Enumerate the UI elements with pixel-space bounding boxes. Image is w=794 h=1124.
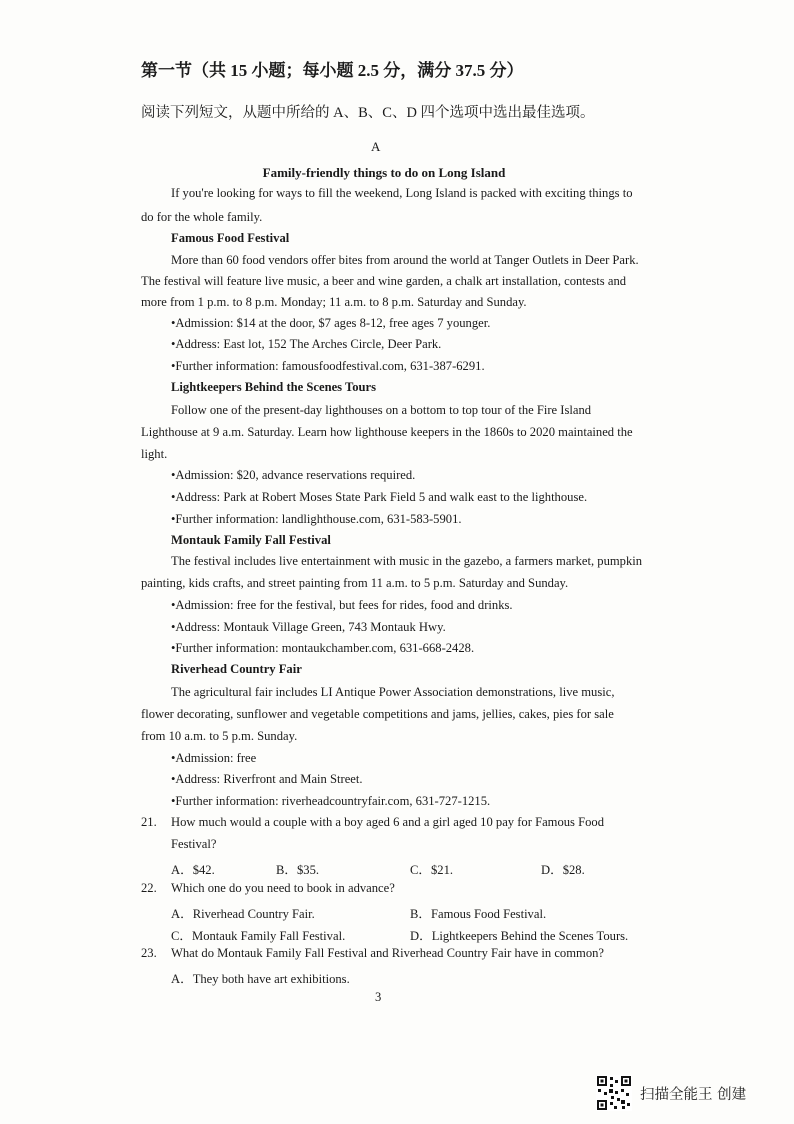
question-text: How much would a couple with a boy aged 6 and a girl aged 10 pay for Famous Food [171, 815, 604, 829]
page-number: 3 [375, 990, 382, 1004]
option-d[interactable]: D．$28. [541, 863, 585, 877]
option-b[interactable]: B．$35. [276, 863, 320, 877]
question-number: 22. [141, 881, 157, 895]
event-info: •Further information: montaukchamber.com, 631-668-2428. [171, 641, 475, 655]
option-c[interactable]: C．Montauk Family Fall Festival. [171, 929, 346, 943]
event-desc-line: More than 60 food vendors offer bites from around the world at Tanger Outlets in Deer Park. [171, 253, 639, 267]
option-a[interactable]: A．Riverhead Country Fair. [171, 907, 315, 921]
passage-title: Family-friendly things to do on Long Island [262, 165, 506, 180]
event-info: •Further information: landlighthouse.com, 631-583-5901. [171, 512, 462, 526]
question-text: Which one do you need to book in advance? [171, 881, 395, 895]
event-desc-line: Follow one of the present-day lighthouses on a bottom to top tour of the Fire Island [171, 403, 592, 417]
question-text: Festival? [171, 837, 217, 851]
event-heading: Montauk Family Fall Festival [171, 533, 331, 547]
option-a[interactable]: A．They both have art exhibitions. [171, 972, 350, 986]
event-desc-line: The festival will feature live music, a beer and wine garden, a chalk art installation, contests and [141, 274, 627, 288]
scanner-watermark-label: 扫描全能王 创建 [640, 1087, 747, 1103]
event-address: •Address: East lot, 152 The Arches Circle, Deer Park. [171, 337, 442, 351]
qr-code-icon [596, 1075, 632, 1111]
event-heading: Riverhead Country Fair [171, 662, 302, 676]
event-desc-line: flower decorating, sunflower and vegetable competitions and jams, jellies, cakes, pies for sale [141, 707, 614, 721]
event-address: •Address: Montauk Village Green, 743 Montauk Hwy. [171, 620, 446, 634]
question-number: 23. [141, 946, 157, 960]
question-text: What do Montauk Family Fall Festival and Riverhead Country Fair have in common? [171, 946, 605, 960]
passage-label: A [371, 139, 381, 154]
event-heading: Lightkeepers Behind the Scenes Tours [171, 380, 377, 394]
event-admission: •Admission: free [171, 751, 257, 765]
event-desc-line: The agricultural fair includes LI Antique Power Association demonstrations, live music, [171, 685, 615, 699]
event-desc-line: The festival includes live entertainment with music in the gazebo, a farmers market, pumpkin [171, 554, 643, 568]
event-address: •Address: Park at Robert Moses State Park Field 5 and walk east to the lighthouse. [171, 490, 588, 504]
event-admission: •Admission: $14 at the door, $7 ages 8-12, free ages 7 younger. [171, 316, 491, 330]
section-title: 第一节（共 15 小题；每小题 2.5 分，满分 37.5 分） [141, 61, 524, 80]
question-number: 21. [141, 815, 157, 829]
event-info: •Further information: riverheadcountryfair.com, 631-727-1215. [171, 794, 491, 808]
event-admission: •Admission: free for the festival, but fees for rides, food and drinks. [171, 598, 513, 612]
option-b[interactable]: B．Famous Food Festival. [410, 907, 547, 921]
option-d[interactable]: D．Lightkeepers Behind the Scenes Tours. [410, 929, 629, 943]
event-desc-line: more from 1 p.m. to 8 p.m. Monday; 11 a.m. to 8 p.m. Saturday and Sunday. [141, 295, 527, 309]
option-a[interactable]: A．$42. [171, 863, 215, 877]
passage-intro-line: do for the whole family. [141, 210, 263, 224]
event-heading: Famous Food Festival [171, 231, 290, 245]
event-desc-line: from 10 a.m. to 5 p.m. Sunday. [141, 729, 298, 743]
event-info: •Further information: famousfoodfestival.com, 631-387-6291. [171, 359, 485, 373]
passage-intro-line: If you're looking for ways to fill the weekend, Long Island is packed with exciting things to [171, 186, 633, 200]
event-address: •Address: Riverfront and Main Street. [171, 772, 363, 786]
event-desc-line: light. [141, 447, 168, 461]
event-desc-line: painting, kids crafts, and street painting from 11 a.m. to 5 p.m. Saturday and Sunday. [141, 576, 569, 590]
event-admission: •Admission: $20, advance reservations required. [171, 468, 416, 482]
event-desc-line: Lighthouse at 9 a.m. Saturday. Learn how lighthouse keepers in the 1860s to 2020 maintained the [141, 425, 633, 439]
option-c[interactable]: C．$21. [410, 863, 454, 877]
instruction-text: 阅读下列短文，从题中所给的 A、B、C、D 四个选项中选出最佳选项。 [141, 105, 595, 121]
